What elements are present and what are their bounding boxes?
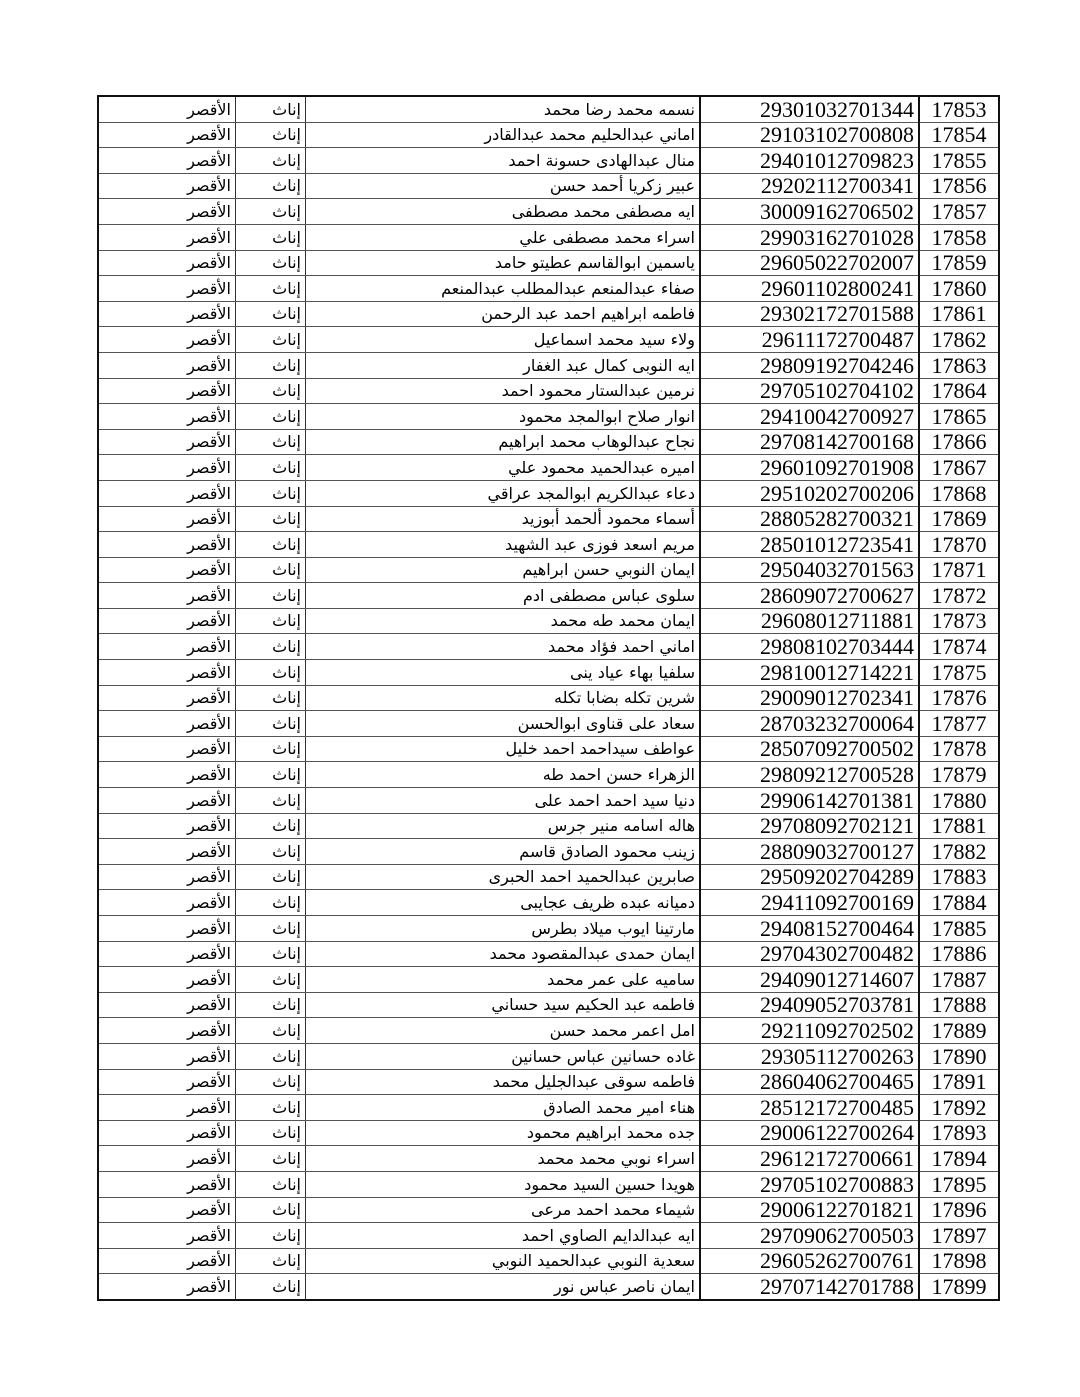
gender-cell: إناث bbox=[236, 148, 306, 174]
national-id-cell: 28805282700321 bbox=[700, 506, 919, 532]
serial-number-cell: 17887 bbox=[919, 967, 999, 993]
serial-number-cell: 17869 bbox=[919, 506, 999, 532]
serial-number-cell: 17896 bbox=[919, 1197, 999, 1223]
national-id-cell: 29709062700503 bbox=[700, 1223, 919, 1249]
national-id-cell: 29409012714607 bbox=[700, 967, 919, 993]
serial-number-cell: 17854 bbox=[919, 122, 999, 148]
national-id-cell: 29411092700169 bbox=[700, 890, 919, 916]
national-id-cell: 29006122701821 bbox=[700, 1197, 919, 1223]
national-id-cell: 29903162701028 bbox=[700, 224, 919, 250]
name-cell: ساميه على عمر محمد bbox=[306, 967, 701, 993]
name-cell: اسراء نوبي محمد محمد bbox=[306, 1146, 701, 1172]
city-cell: الأقصر bbox=[98, 1146, 236, 1172]
table-row bbox=[98, 224, 999, 250]
gender-cell: إناث bbox=[236, 506, 306, 532]
table-row bbox=[98, 404, 999, 430]
gender-cell: إناث bbox=[236, 455, 306, 481]
city-cell: الأقصر bbox=[98, 685, 236, 711]
national-id-cell: 29504032701563 bbox=[700, 557, 919, 583]
serial-number-cell: 17853 bbox=[919, 96, 999, 122]
name-cell: ايه عبدالدايم الصاوي احمد bbox=[306, 1223, 701, 1249]
table-row bbox=[98, 429, 999, 455]
gender-cell: إناث bbox=[236, 199, 306, 225]
name-cell: جده محمد ابراهيم محمود bbox=[306, 1120, 701, 1146]
name-cell: عواطف سيداحمد احمد خليل bbox=[306, 736, 701, 762]
national-id-cell: 29509202704289 bbox=[700, 864, 919, 890]
name-cell: اماني احمد فؤاد محمد bbox=[306, 634, 701, 660]
serial-number-cell: 17885 bbox=[919, 916, 999, 942]
gender-cell: إناث bbox=[236, 839, 306, 865]
national-id-cell: 29601102800241 bbox=[700, 276, 919, 302]
table-row bbox=[98, 890, 999, 916]
national-id-cell: 28703232700064 bbox=[700, 711, 919, 737]
name-cell: فاطمه سوقى عبدالجليل محمد bbox=[306, 1069, 701, 1095]
gender-cell: إناث bbox=[236, 736, 306, 762]
table-row bbox=[98, 1197, 999, 1223]
gender-cell: إناث bbox=[236, 1171, 306, 1197]
city-cell: الأقصر bbox=[98, 173, 236, 199]
city-cell: الأقصر bbox=[98, 711, 236, 737]
city-cell: الأقصر bbox=[98, 941, 236, 967]
gender-cell: إناث bbox=[236, 1095, 306, 1121]
table-row bbox=[98, 608, 999, 634]
city-cell: الأقصر bbox=[98, 660, 236, 686]
gender-cell: إناث bbox=[236, 1120, 306, 1146]
serial-number-cell: 17880 bbox=[919, 788, 999, 814]
gender-cell: إناث bbox=[236, 685, 306, 711]
national-id-cell: 29305112700263 bbox=[700, 1043, 919, 1069]
city-cell: الأقصر bbox=[98, 1197, 236, 1223]
name-cell: ياسمين ابوالقاسم عطيتو حامد bbox=[306, 250, 701, 276]
table-row bbox=[98, 1171, 999, 1197]
city-cell: الأقصر bbox=[98, 301, 236, 327]
name-cell: دعاء عبدالكريم ابوالمجد عراقي bbox=[306, 480, 701, 506]
national-id-cell: 29401012709823 bbox=[700, 148, 919, 174]
national-id-cell: 30009162706502 bbox=[700, 199, 919, 225]
city-cell: الأقصر bbox=[98, 1171, 236, 1197]
name-cell: سلفيا بهاء عياد ينى bbox=[306, 660, 701, 686]
city-cell: الأقصر bbox=[98, 1248, 236, 1274]
gender-cell: إناث bbox=[236, 1043, 306, 1069]
table-row bbox=[98, 1146, 999, 1172]
serial-number-cell: 17899 bbox=[919, 1274, 999, 1300]
serial-number-cell: 17895 bbox=[919, 1171, 999, 1197]
serial-number-cell: 17886 bbox=[919, 941, 999, 967]
serial-number-cell: 17892 bbox=[919, 1095, 999, 1121]
serial-number-cell: 17856 bbox=[919, 173, 999, 199]
serial-number-cell: 17871 bbox=[919, 557, 999, 583]
gender-cell: إناث bbox=[236, 301, 306, 327]
national-id-cell: 28609072700627 bbox=[700, 583, 919, 609]
city-cell: الأقصر bbox=[98, 480, 236, 506]
name-cell: نسمه محمد رضا محمد bbox=[306, 96, 701, 122]
gender-cell: إناث bbox=[236, 96, 306, 122]
table-row bbox=[98, 378, 999, 404]
gender-cell: إناث bbox=[236, 967, 306, 993]
city-cell: الأقصر bbox=[98, 992, 236, 1018]
table-row bbox=[98, 352, 999, 378]
city-cell: الأقصر bbox=[98, 199, 236, 225]
national-id-cell: 29608012711881 bbox=[700, 608, 919, 634]
serial-number-cell: 17870 bbox=[919, 532, 999, 558]
gender-cell: إناث bbox=[236, 532, 306, 558]
city-cell: الأقصر bbox=[98, 1223, 236, 1249]
serial-number-cell: 17881 bbox=[919, 813, 999, 839]
gender-cell: إناث bbox=[236, 404, 306, 430]
serial-number-cell: 17893 bbox=[919, 1120, 999, 1146]
serial-number-cell: 17867 bbox=[919, 455, 999, 481]
city-cell: الأقصر bbox=[98, 813, 236, 839]
table-row bbox=[98, 96, 999, 122]
name-cell: هويدا حسين السيد محمود bbox=[306, 1171, 701, 1197]
name-cell: شرين تكله بضابا تكله bbox=[306, 685, 701, 711]
gender-cell: إناث bbox=[236, 327, 306, 353]
serial-number-cell: 17894 bbox=[919, 1146, 999, 1172]
table-row bbox=[98, 455, 999, 481]
city-cell: الأقصر bbox=[98, 634, 236, 660]
records-table-body bbox=[98, 96, 999, 1300]
gender-cell: إناث bbox=[236, 864, 306, 890]
gender-cell: إناث bbox=[236, 634, 306, 660]
national-id-cell: 29009012702341 bbox=[700, 685, 919, 711]
name-cell: ايه النوبى كمال عبد الغفار bbox=[306, 352, 701, 378]
table-row bbox=[98, 736, 999, 762]
national-id-cell: 28604062700465 bbox=[700, 1069, 919, 1095]
table-row bbox=[98, 864, 999, 890]
national-id-cell: 29906142701381 bbox=[700, 788, 919, 814]
gender-cell: إناث bbox=[236, 1197, 306, 1223]
city-cell: الأقصر bbox=[98, 455, 236, 481]
serial-number-cell: 17884 bbox=[919, 890, 999, 916]
city-cell: الأقصر bbox=[98, 1018, 236, 1044]
table-row bbox=[98, 480, 999, 506]
gender-cell: إناث bbox=[236, 1274, 306, 1300]
name-cell: نرمين عبدالستار محمود احمد bbox=[306, 378, 701, 404]
table-row bbox=[98, 1274, 999, 1300]
national-id-cell: 28809032700127 bbox=[700, 839, 919, 865]
name-cell: ايمان حمدى عبدالمقصود محمد bbox=[306, 941, 701, 967]
national-id-cell: 29612172700661 bbox=[700, 1146, 919, 1172]
serial-number-cell: 17865 bbox=[919, 404, 999, 430]
serial-number-cell: 17860 bbox=[919, 276, 999, 302]
table-row bbox=[98, 301, 999, 327]
name-cell: ايه مصطفى محمد مصطفى bbox=[306, 199, 701, 225]
gender-cell: إناث bbox=[236, 941, 306, 967]
name-cell: ايمان ناصر عباس نور bbox=[306, 1274, 701, 1300]
national-id-cell: 29202112700341 bbox=[700, 173, 919, 199]
national-id-cell: 29409052703781 bbox=[700, 992, 919, 1018]
city-cell: الأقصر bbox=[98, 506, 236, 532]
serial-number-cell: 17863 bbox=[919, 352, 999, 378]
serial-number-cell: 17883 bbox=[919, 864, 999, 890]
city-cell: الأقصر bbox=[98, 583, 236, 609]
serial-number-cell: 17888 bbox=[919, 992, 999, 1018]
serial-number-cell: 17861 bbox=[919, 301, 999, 327]
name-cell: ايمان محمد طه محمد bbox=[306, 608, 701, 634]
city-cell: الأقصر bbox=[98, 736, 236, 762]
national-id-cell: 29810012714221 bbox=[700, 660, 919, 686]
serial-number-cell: 17882 bbox=[919, 839, 999, 865]
serial-number-cell: 17873 bbox=[919, 608, 999, 634]
name-cell: دميانه عبده ظريف عجايبى bbox=[306, 890, 701, 916]
name-cell: زينب محمود الصادق قاسم bbox=[306, 839, 701, 865]
city-cell: الأقصر bbox=[98, 429, 236, 455]
city-cell: الأقصر bbox=[98, 557, 236, 583]
name-cell: سلوى عباس مصطفى ادم bbox=[306, 583, 701, 609]
national-id-cell: 29708142700168 bbox=[700, 429, 919, 455]
serial-number-cell: 17897 bbox=[919, 1223, 999, 1249]
name-cell: مارتينا ايوب ميلاد بطرس bbox=[306, 916, 701, 942]
gender-cell: إناث bbox=[236, 122, 306, 148]
serial-number-cell: 17857 bbox=[919, 199, 999, 225]
table-row bbox=[98, 276, 999, 302]
national-id-cell: 29601092701908 bbox=[700, 455, 919, 481]
city-cell: الأقصر bbox=[98, 762, 236, 788]
table-row bbox=[98, 148, 999, 174]
name-cell: ايمان النوبي حسن ابراهيم bbox=[306, 557, 701, 583]
name-cell: ولاء سيد محمد اسماعيل bbox=[306, 327, 701, 353]
gender-cell: إناث bbox=[236, 583, 306, 609]
name-cell: سعاد على قناوى ابوالحسن bbox=[306, 711, 701, 737]
city-cell: الأقصر bbox=[98, 839, 236, 865]
city-cell: الأقصر bbox=[98, 1120, 236, 1146]
serial-number-cell: 17898 bbox=[919, 1248, 999, 1274]
gender-cell: إناث bbox=[236, 711, 306, 737]
table-row bbox=[98, 967, 999, 993]
serial-number-cell: 17858 bbox=[919, 224, 999, 250]
name-cell: نجاح عبدالوهاب محمد ابراهيم bbox=[306, 429, 701, 455]
gender-cell: إناث bbox=[236, 1018, 306, 1044]
serial-number-cell: 17891 bbox=[919, 1069, 999, 1095]
gender-cell: إناث bbox=[236, 813, 306, 839]
table-row bbox=[98, 173, 999, 199]
name-cell: دنيا سيد احمد احمد على bbox=[306, 788, 701, 814]
national-id-cell: 29809212700528 bbox=[700, 762, 919, 788]
gender-cell: إناث bbox=[236, 250, 306, 276]
gender-cell: إناث bbox=[236, 1223, 306, 1249]
table-row bbox=[98, 916, 999, 942]
city-cell: الأقصر bbox=[98, 96, 236, 122]
table-row bbox=[98, 813, 999, 839]
table-row bbox=[98, 941, 999, 967]
city-cell: الأقصر bbox=[98, 327, 236, 353]
table-row bbox=[98, 583, 999, 609]
gender-cell: إناث bbox=[236, 352, 306, 378]
gender-cell: إناث bbox=[236, 916, 306, 942]
city-cell: الأقصر bbox=[98, 276, 236, 302]
table-row bbox=[98, 327, 999, 353]
city-cell: الأقصر bbox=[98, 916, 236, 942]
table-row bbox=[98, 634, 999, 660]
name-cell: فاطمه ابراهيم احمد عبد الرحمن bbox=[306, 301, 701, 327]
gender-cell: إناث bbox=[236, 276, 306, 302]
national-id-cell: 28512172700485 bbox=[700, 1095, 919, 1121]
national-id-cell: 29705102704102 bbox=[700, 378, 919, 404]
table-row bbox=[98, 1043, 999, 1069]
city-cell: الأقصر bbox=[98, 378, 236, 404]
national-id-cell: 29211092702502 bbox=[700, 1018, 919, 1044]
table-row bbox=[98, 660, 999, 686]
gender-cell: إناث bbox=[236, 1146, 306, 1172]
national-id-cell: 29707142701788 bbox=[700, 1274, 919, 1300]
name-cell: امل اعمر محمد حسن bbox=[306, 1018, 701, 1044]
national-id-cell: 29809192704246 bbox=[700, 352, 919, 378]
national-id-cell: 29705102700883 bbox=[700, 1171, 919, 1197]
national-id-cell: 29605022702007 bbox=[700, 250, 919, 276]
table-row bbox=[98, 839, 999, 865]
city-cell: الأقصر bbox=[98, 224, 236, 250]
city-cell: الأقصر bbox=[98, 122, 236, 148]
serial-number-cell: 17890 bbox=[919, 1043, 999, 1069]
name-cell: هناء امير محمد الصادق bbox=[306, 1095, 701, 1121]
gender-cell: إناث bbox=[236, 173, 306, 199]
name-cell: انوار صلاح ابوالمجد محمود bbox=[306, 404, 701, 430]
table-row bbox=[98, 1018, 999, 1044]
serial-number-cell: 17855 bbox=[919, 148, 999, 174]
national-id-cell: 28501012723541 bbox=[700, 532, 919, 558]
gender-cell: إناث bbox=[236, 1069, 306, 1095]
name-cell: صفاء عبدالمنعم عبدالمطلب عبدالمنعم bbox=[306, 276, 701, 302]
gender-cell: إناث bbox=[236, 480, 306, 506]
city-cell: الأقصر bbox=[98, 1274, 236, 1300]
serial-number-cell: 17879 bbox=[919, 762, 999, 788]
table-row bbox=[98, 1120, 999, 1146]
table-row bbox=[98, 532, 999, 558]
name-cell: عبير زكريا أحمد حسن bbox=[306, 173, 701, 199]
national-id-cell: 29605262700761 bbox=[700, 1248, 919, 1274]
name-cell: فاطمه عبد الحكيم سيد حساني bbox=[306, 992, 701, 1018]
city-cell: الأقصر bbox=[98, 608, 236, 634]
serial-number-cell: 17866 bbox=[919, 429, 999, 455]
city-cell: الأقصر bbox=[98, 352, 236, 378]
city-cell: الأقصر bbox=[98, 1043, 236, 1069]
table-row bbox=[98, 1248, 999, 1274]
name-cell: اسراء محمد مصطفى علي bbox=[306, 224, 701, 250]
gender-cell: إناث bbox=[236, 890, 306, 916]
gender-cell: إناث bbox=[236, 660, 306, 686]
name-cell: اماني عبدالحليم محمد عبدالقادر bbox=[306, 122, 701, 148]
national-id-cell: 29410042700927 bbox=[700, 404, 919, 430]
national-id-cell: 29708092702121 bbox=[700, 813, 919, 839]
name-cell: هاله اسامه منير جرس bbox=[306, 813, 701, 839]
table-row bbox=[98, 506, 999, 532]
serial-number-cell: 17862 bbox=[919, 327, 999, 353]
name-cell: الزهراء حسن احمد طه bbox=[306, 762, 701, 788]
national-id-cell: 29103102700808 bbox=[700, 122, 919, 148]
serial-number-cell: 17864 bbox=[919, 378, 999, 404]
city-cell: الأقصر bbox=[98, 864, 236, 890]
table-row bbox=[98, 685, 999, 711]
table-row bbox=[98, 992, 999, 1018]
name-cell: منال عبدالهادى حسونة احمد bbox=[306, 148, 701, 174]
table-row bbox=[98, 250, 999, 276]
gender-cell: إناث bbox=[236, 992, 306, 1018]
serial-number-cell: 17875 bbox=[919, 660, 999, 686]
gender-cell: إناث bbox=[236, 378, 306, 404]
name-cell: أسماء محمود ألحمد أبوزيد bbox=[306, 506, 701, 532]
serial-number-cell: 17876 bbox=[919, 685, 999, 711]
serial-number-cell: 17889 bbox=[919, 1018, 999, 1044]
table-row bbox=[98, 557, 999, 583]
gender-cell: إناث bbox=[236, 429, 306, 455]
national-id-cell: 29611172700487 bbox=[700, 327, 919, 353]
name-cell: اميره عبدالحميد محمود علي bbox=[306, 455, 701, 481]
gender-cell: إناث bbox=[236, 224, 306, 250]
gender-cell: إناث bbox=[236, 762, 306, 788]
national-id-cell: 29808102703444 bbox=[700, 634, 919, 660]
name-cell: غاده حسانين عباس حسانين bbox=[306, 1043, 701, 1069]
gender-cell: إناث bbox=[236, 557, 306, 583]
serial-number-cell: 17868 bbox=[919, 480, 999, 506]
city-cell: الأقصر bbox=[98, 148, 236, 174]
national-id-cell: 28507092700502 bbox=[700, 736, 919, 762]
name-cell: صابرين عبدالحميد احمد الحبرى bbox=[306, 864, 701, 890]
gender-cell: إناث bbox=[236, 788, 306, 814]
city-cell: الأقصر bbox=[98, 250, 236, 276]
gender-cell: إناث bbox=[236, 608, 306, 634]
table-row bbox=[98, 1095, 999, 1121]
serial-number-cell: 17878 bbox=[919, 736, 999, 762]
records-table bbox=[97, 95, 1000, 1301]
table-row bbox=[98, 1223, 999, 1249]
national-id-cell: 29302172701588 bbox=[700, 301, 919, 327]
table-row bbox=[98, 762, 999, 788]
serial-number-cell: 17872 bbox=[919, 583, 999, 609]
table-row bbox=[98, 788, 999, 814]
table-row bbox=[98, 711, 999, 737]
national-id-cell: 29006122700264 bbox=[700, 1120, 919, 1146]
name-cell: سعدية النوبي عبدالحميد النوبي bbox=[306, 1248, 701, 1274]
city-cell: الأقصر bbox=[98, 890, 236, 916]
national-id-cell: 29301032701344 bbox=[700, 96, 919, 122]
gender-cell: إناث bbox=[236, 1248, 306, 1274]
city-cell: الأقصر bbox=[98, 532, 236, 558]
table-row bbox=[98, 122, 999, 148]
table-row bbox=[98, 199, 999, 225]
serial-number-cell: 17859 bbox=[919, 250, 999, 276]
national-id-cell: 29408152700464 bbox=[700, 916, 919, 942]
serial-number-cell: 17877 bbox=[919, 711, 999, 737]
serial-number-cell: 17874 bbox=[919, 634, 999, 660]
city-cell: الأقصر bbox=[98, 1069, 236, 1095]
name-cell: شيماء محمد احمد مرعى bbox=[306, 1197, 701, 1223]
national-id-cell: 29704302700482 bbox=[700, 941, 919, 967]
table-row bbox=[98, 1069, 999, 1095]
national-id-cell: 29510202700206 bbox=[700, 480, 919, 506]
name-cell: مريم اسعد فوزى عبد الشهيد bbox=[306, 532, 701, 558]
city-cell: الأقصر bbox=[98, 967, 236, 993]
city-cell: الأقصر bbox=[98, 1095, 236, 1121]
city-cell: الأقصر bbox=[98, 404, 236, 430]
city-cell: الأقصر bbox=[98, 788, 236, 814]
